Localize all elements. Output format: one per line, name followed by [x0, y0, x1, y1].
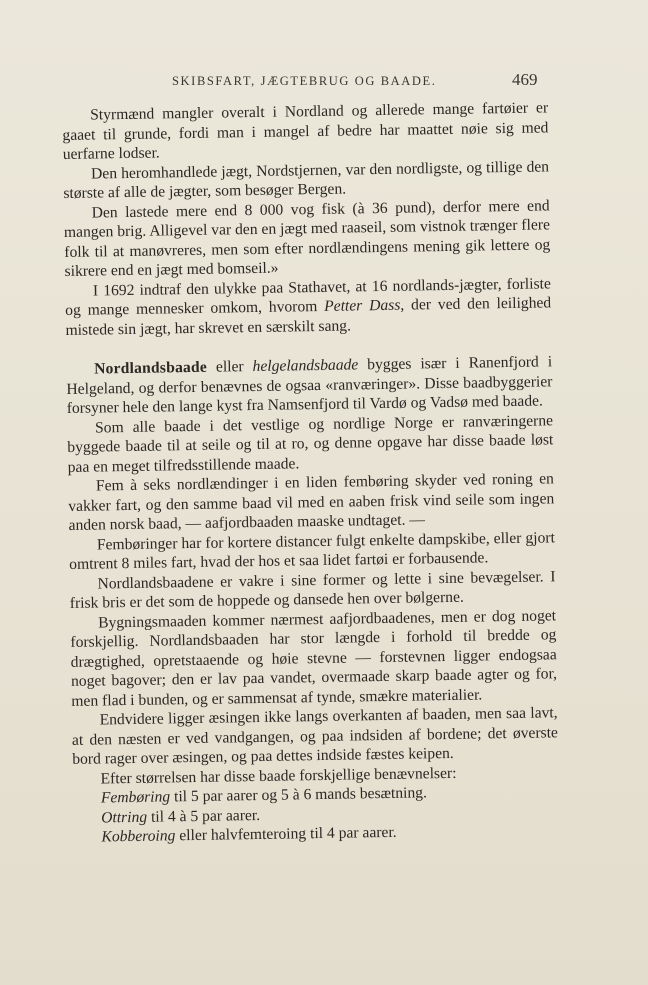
paragraph: Fem à seks nordlændinger i en liden fembøring skyder ved roning en vakker fart, og den samme baad vil med en aaben frisk vind seile som ingen anden norsk baad, — aafjordbaaden maaske undtaget. —: [68, 470, 555, 534]
paragraph: Nordlandsbaadene er vakre i sine former og lette i sine bevægelser. I frisk bris er det som de hoppede og dansede hen over bølgerne.: [69, 567, 556, 612]
section-heading: Nordlandsbaade: [94, 358, 208, 378]
running-head: SKIBSFART, JÆGTEBRUG OG BAADE.: [172, 74, 437, 88]
paragraph: Endvidere ligger æsingen ikke langs overkanten af baaden, men saa lavt, at den næsten er ved vandgangen, og paa indsiden af bordene; det øverste bord rager over æsingen, og paa dettes indside fæstes keipen.: [71, 704, 559, 768]
page-number: 469: [512, 70, 538, 89]
section-heading-alt: helgelandsbaade: [252, 356, 359, 376]
body-text: [62, 98, 560, 847]
section-intro-text: bygges især i Ranenfjord i Helgeland, og derfor benævnes de ogsaa «ranværinger». Disse baadbyggerier forsyner hele den lange kyst fra Namsenfjord til Vardø og Vadsø med baade.: [66, 353, 553, 417]
boat-type-description: til 4 à 5 par aarer.: [146, 806, 261, 826]
boat-type-description: eller halvfemteroing til 4 par aarer.: [175, 823, 397, 845]
paragraph-text: , der ved den leilighed mistede sin jægt, har skrevet en særskilt sang.: [65, 294, 552, 339]
author-name: Petter Dass: [324, 296, 401, 315]
paragraph: Den lastede mere end 8 000 vog fisk (à 36 pund), derfor mere end mangen brig. Alligevel var den en jægt med raaseil, som vistnok trænger flere folk til at manøvreres, men som efter nordlændingens mening gik lettere og sikrere end en jægt med bomseil.»: [63, 196, 551, 280]
paragraph-text: I 1692 indtraf den ulykke paa Stathavet, at 16 nordlands-jægter, forliste og mange mennesker omkom, hvorom: [65, 274, 551, 319]
heading-connector: eller: [206, 358, 253, 376]
section-intro: [66, 352, 553, 418]
boat-type-name: Fembøring: [100, 788, 171, 807]
boat-type-name: Ottring: [101, 808, 148, 826]
paragraph: Efter størrelsen har disse baade forskjellige benævnelser:: [100, 764, 457, 787]
paragraph: [65, 274, 552, 340]
paragraph: Den heromhandlede jægt, Nordstjernen, var den nordligste, og tillige den største af alle de jægter, som besøger Bergen.: [63, 157, 550, 202]
paragraph: Som alle baade i det vestlige og nordlige Norge er ranværingerne byggede baade til at seile og til at ro, og denne opgave har disse baade løst paa en meget tilfredsstillende maade.: [67, 411, 554, 476]
paragraph: Fembøringer har for kortere distancer fulgt enkelte dampskibe, eller gjort omtrent 8 miles fart, hvad der hos et saa lidet fartøi er forbausende.: [69, 528, 555, 573]
boat-type-name: Kobberoing: [101, 827, 176, 846]
boat-type-description: til 5 par aarer og 5 à 6 mands besætning.: [170, 784, 428, 806]
paragraph: Bygningsmaaden kommer nærmest aafjordbaadenes, men er dog noget forskjellig. Nordlandsbaaden har stor længde i forhold til bredde og drægtighed, opretstaaende og høie stevne — forstevnen ligger endogsaa noget bagover; den er lav paa vandet, overmaade skarp baade agter og for, men flad i bunden, og er sammensat af tynde, smækre materialier.: [70, 606, 558, 710]
paragraph: Styrmænd mangler overalt i Nordland og allerede mange fartøier er gaaet til grunde, fordi man i mangel af bedre har maattet nøie sig med uerfarne lodser.: [62, 99, 549, 163]
